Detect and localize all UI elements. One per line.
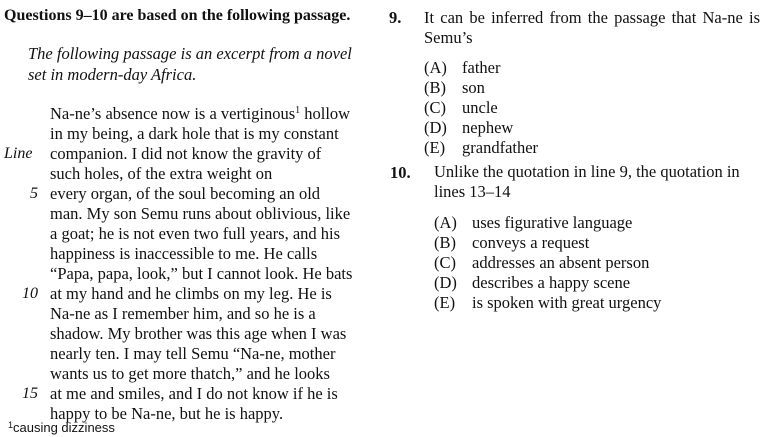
line-marker-word: Line: [4, 145, 33, 162]
q9-option-e[interactable]: (E) grandfather: [424, 138, 539, 157]
line-marker-10: 10: [22, 285, 38, 302]
question-10-number: 10.: [390, 163, 411, 182]
q10-option-a[interactable]: (A) uses figurative language: [434, 213, 633, 232]
q10-option-e[interactable]: (E) is spoken with great urgency: [434, 293, 662, 312]
q9-option-c[interactable]: (C) uncle: [424, 98, 498, 117]
question-9-number: 9.: [389, 8, 402, 27]
passage-line-12: shadow. My brother was this age when I was: [50, 324, 347, 343]
passage-line-13: nearly ten. I may tell Semu “Na-ne, mother: [50, 344, 336, 363]
q9-option-a[interactable]: (A) father: [424, 58, 501, 77]
passage-line-15: at me and smiles, and I do not know if he is: [50, 384, 338, 403]
intro-line-2: set in modern-day Africa.: [28, 65, 197, 84]
passage-line-6: man. My son Semu runs about oblivious, like: [50, 204, 351, 223]
passage-line-4: such holes, of the extra weight on: [50, 164, 273, 183]
passage-line-14: wants us to get more thatch,” and he looks: [50, 364, 330, 383]
q9-option-d[interactable]: (D) nephew: [424, 118, 514, 137]
passage-line-1: Na-ne’s absence now is a vertiginous$^1$ hollow: [50, 104, 351, 123]
footnote-text: causing dizziness: [13, 420, 115, 435]
intro-line-1: The following passage is an excerpt from a novel: [28, 44, 352, 63]
question-9-stem: It can be inferred from the passage that Na-ne is Semu’s: [424, 8, 760, 47]
passage-line-9: “Papa, papa, look,” but I cannot look. He bats: [50, 264, 353, 283]
passage-heading: Questions 9–10 are based on the following passage.: [4, 7, 351, 24]
passage-line-8: happiness is inaccessible to me. He calls: [50, 244, 318, 263]
line-marker-15: 15: [22, 385, 38, 402]
q9-option-b[interactable]: (B) son: [424, 78, 485, 97]
passage-line-11: Na-ne as I remember him, and so he is a: [50, 304, 316, 323]
passage-line-16: happy to be Na-ne, but he is happy.: [50, 404, 284, 423]
footnote-marker: 1: [295, 105, 301, 116]
question-10-stem: Unlike the quotation in line 9, the quotation in lines 13–14: [434, 162, 740, 201]
passage-line-5: every organ, of the soul becoming an old: [50, 184, 321, 203]
q10-option-b[interactable]: (B) conveys a request: [434, 233, 590, 252]
passage-line-2: in my being, a dark hole that is my constant: [50, 124, 339, 143]
q10-option-d[interactable]: (D) describes a happy scene: [434, 273, 631, 292]
passage-line-7: a goat; he is not even two full years, and his: [50, 224, 341, 243]
line-marker-5: 5: [30, 185, 38, 202]
footnote-number: 1: [8, 420, 14, 430]
footnote: [8, 420, 115, 435]
q10-option-c[interactable]: (C) addresses an absent person: [434, 253, 650, 272]
passage-line-3: companion. I did not know the gravity of: [50, 144, 322, 163]
passage-line-10: at my hand and he climbs on my leg. He is: [50, 284, 332, 303]
